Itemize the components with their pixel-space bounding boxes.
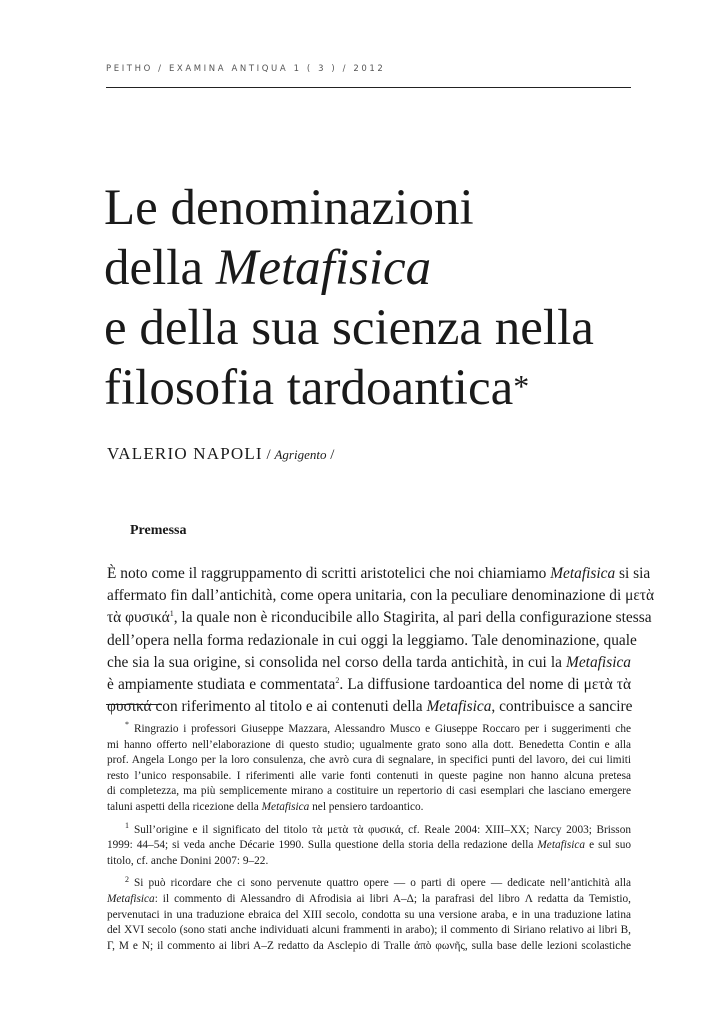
title-line-3: e della sua scienza nella (104, 300, 594, 356)
footnote-text: taluni aspetti della ricezione della (107, 800, 262, 813)
footnote-line (107, 892, 631, 908)
footnote-marker: 2 (125, 874, 129, 884)
body-text-span: τὰ φυσικά (107, 609, 170, 627)
footnote-line: di completezza, ma più semplicemente mirano a costituire un repertorio di casi esemplari che lasciano emergere (107, 785, 631, 798)
footnote-italic: Metafisica (107, 892, 155, 905)
title-footnote-mark[interactable]: * (513, 368, 530, 404)
footnote-line (107, 876, 631, 892)
affiliation-sep-open: / (262, 447, 275, 463)
title-line-1: Le denominazioni (104, 180, 474, 236)
footnote-text: 1999: 44–54; si veda anche Décarie 1990. Sulla questione della storia della redazione della (107, 839, 538, 852)
body-italic: Metafisica (566, 653, 631, 671)
title-line-2-text: della (104, 240, 216, 296)
title-italic-metafisica: Metafisica (215, 240, 432, 296)
footnote-line: prof. Angela Longo per la loro consulenza, che avrò cura di segnalare, in specifici punti del lavoro, dei cui limiti (107, 754, 631, 767)
title-line-2 (104, 238, 644, 298)
running-head: PEITHO / EXAMINA ANTIQUA 1 ( 3 ) / 2012 (106, 64, 386, 74)
footnote-line: mi hanno offerto nell’elaborazione di questo studio; ugualmente grato sono alla dott. Benedetta Contin e alla (107, 738, 631, 751)
body-text-span: , contribuisce a sancire (491, 698, 633, 716)
footnote-italic: Metafisica (537, 839, 586, 852)
footnotes (107, 722, 631, 961)
footnote-marker: * (125, 720, 129, 730)
footnote-line (107, 820, 631, 839)
footnote-line: pervenutaci in una traduzione ebraica del XIII secolo, condotta su una versione araba, e in una traduzione latina (107, 908, 631, 921)
footnote-2 (107, 876, 631, 954)
body-line-4: dell’opera nella forma redazionale in cui oggi la leggiamo. Tale denominazione, quale (107, 631, 637, 649)
footnote-ref-2[interactable]: 2 (335, 675, 340, 685)
footnote-text: e sul suo (585, 839, 632, 852)
body-paragraph (107, 563, 655, 718)
title-line-4-text: filosofia tardoantica (104, 360, 514, 416)
footnote-rule (106, 704, 162, 705)
footnote-text: Sull’origine e il significato del titolo τὰ μετὰ τὰ φυσικά, cf. Reale 2004: XIII–XX; Narcy 2003; Brisson (134, 823, 631, 836)
footnote-line (107, 838, 631, 854)
body-line-5 (107, 652, 631, 674)
footnote-text: : il commento di Alessandro di Afrodisia ai libri A–Δ; la parafrasi del libro Λ redatta da Temistio, (154, 892, 631, 905)
body-text-span: . La diffusione tardoantica del nome di μετὰ τὰ (339, 676, 632, 694)
body-text-span: φυσικά con riferimento al titolo e ai contenuti della (107, 698, 427, 716)
footnote-ref-1[interactable]: 1 (169, 609, 174, 619)
header-rule (106, 87, 631, 88)
footnote-text: Si può ricordare che ci sono pervenute quattro opere — o parti di opere — dedicate nell’antichità alla (134, 877, 631, 890)
title-line-4 (104, 358, 644, 418)
footnote-star (107, 722, 631, 816)
footnote-1 (107, 820, 632, 870)
body-line-6 (107, 674, 631, 696)
body-text-span: che sia la sua origine, si consolida nel corso della tarda antichità, in cui la (107, 653, 567, 671)
body-line-1 (107, 563, 651, 585)
affiliation-sep-close: / (326, 447, 335, 463)
footnote-marker: 1 (125, 820, 129, 830)
author-line (107, 444, 334, 464)
article-title (104, 178, 644, 418)
footnote-line: resto l’unico responsabile. I riferimenti alle varie fonti contenuti in queste pagine non hanno alcuna pretesa (107, 769, 631, 782)
footnote-line: titolo, cf. anche Donini 2007: 9–22. (107, 854, 269, 867)
section-heading: Premessa (130, 523, 187, 538)
body-text-span: , la quale non è riconducibile allo Stagirita, al pari della configurazione stessa (173, 609, 652, 627)
footnote-line: Γ, M e N; il commento ai libri A–Z redatto da Asclepio di Tralle ἀπὸ φωνῆς, sulla base delle lezioni scolastiche (107, 939, 631, 952)
footnote-text: nel pensiero tardoantico. (309, 800, 424, 813)
body-italic: Metafisica (550, 565, 616, 582)
body-line-3 (107, 607, 652, 629)
body-text-span: è ampiamente studiata e commentata (107, 676, 336, 694)
author-affiliation: Agrigento (274, 447, 327, 462)
body-line-2: affermato fin dall’antichità, come opera unitaria, con la peculiare denominazione di μετὰ (107, 587, 655, 605)
body-italic: Metafisica (426, 698, 492, 716)
body-text-span: È noto come il raggruppamento di scritti aristotelici che noi chiamiamo (107, 565, 551, 582)
footnote-line (107, 722, 631, 738)
footnote-text: Ringrazio i professori Giuseppe Mazzara, Alessandro Musco e Giuseppe Roccaro per i suggerimenti che (134, 723, 631, 735)
footnote-line: del XVI secolo (sono stati anche individuati alcuni frammenti in arabo); il commento di Siriano relativo ai libri B, (107, 924, 631, 937)
footnote-line (107, 800, 631, 816)
author-name: VALERIO NAPOLI (107, 444, 263, 463)
body-text-span: si sia (615, 565, 651, 582)
body-line-7 (107, 696, 631, 718)
footnote-italic: Metafisica (261, 800, 310, 813)
